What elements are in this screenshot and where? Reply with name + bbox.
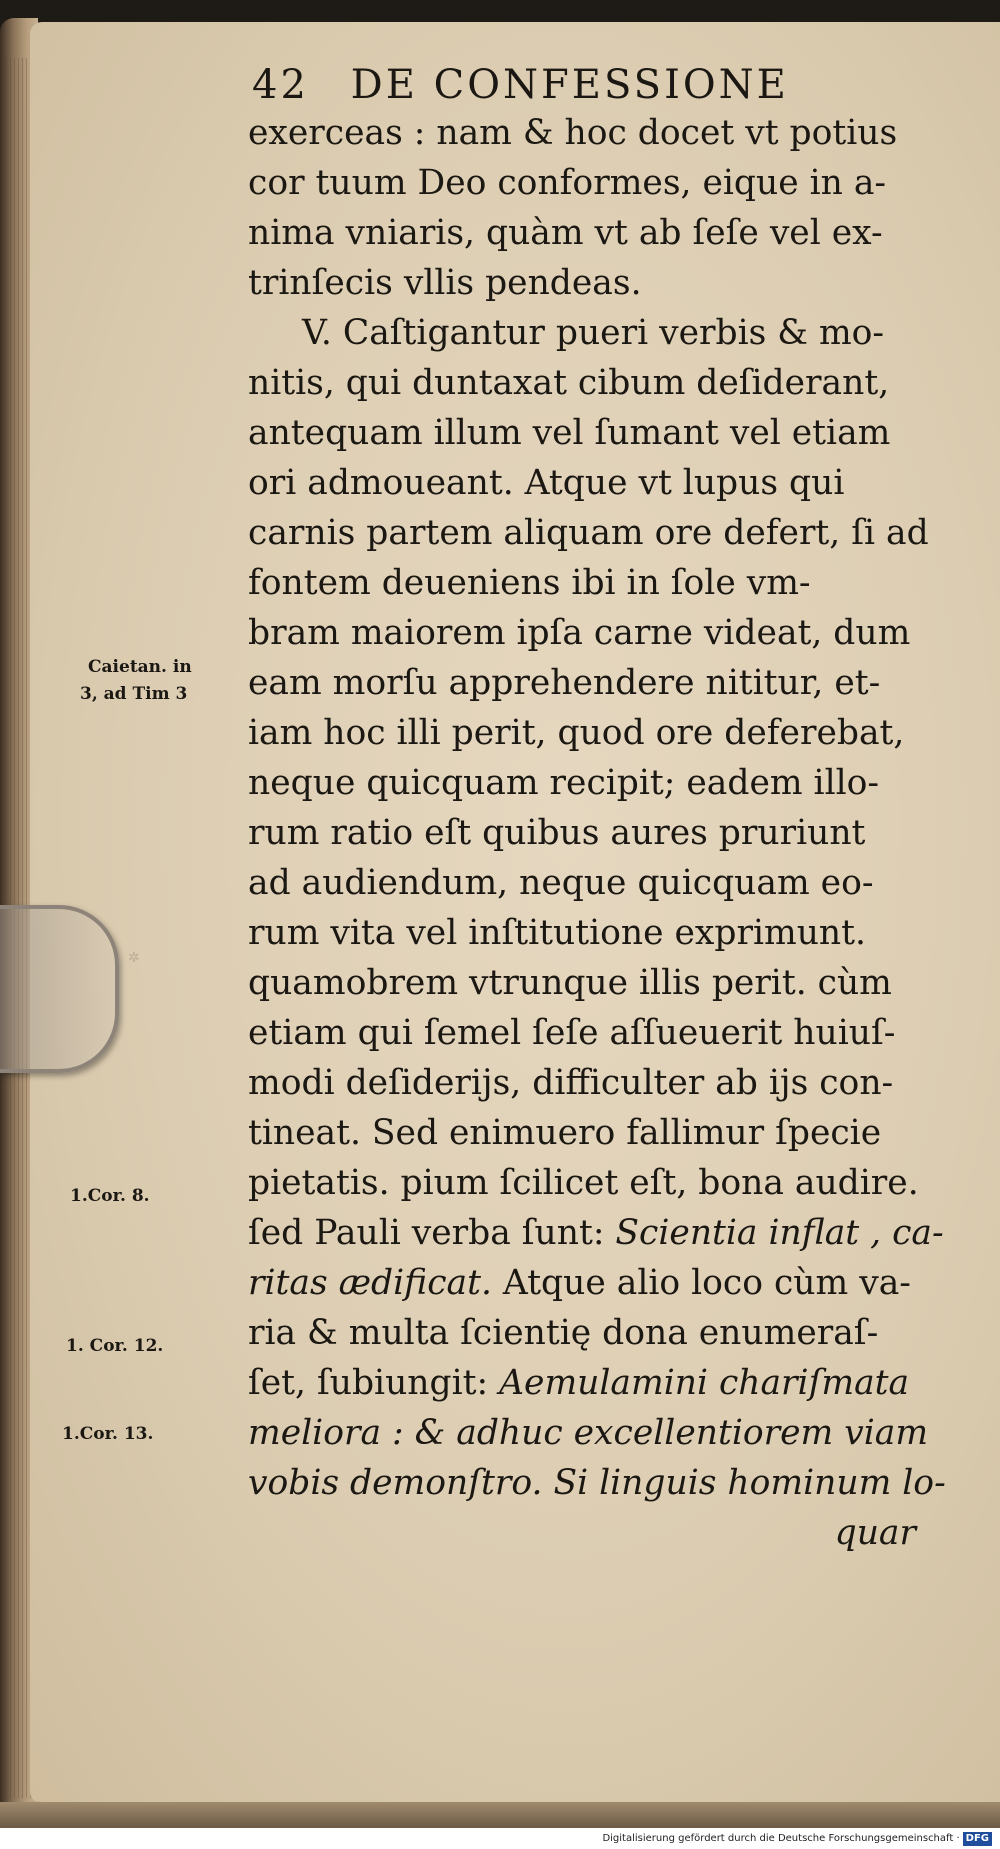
scripture-quote-line: vobis demonſtro. Si linguis hominum lo-: [248, 1463, 946, 1503]
marginal-note-caietan: Caietan. in: [88, 657, 192, 677]
text-line: eam morſu apprehendere nititur, et-: [248, 663, 881, 703]
running-header: [252, 62, 789, 108]
page-number: 42: [252, 62, 309, 108]
text-line: trinſecis vllis pendeas.: [248, 263, 642, 303]
text-line: rum ratio eſt quibus aures pruriunt: [248, 813, 866, 853]
book-clip: [0, 905, 119, 1073]
text-line: ad audiendum, neque quicquam eo-: [248, 863, 874, 903]
catchword: quar: [834, 1513, 916, 1553]
text-line: etiam qui ſemel ſeſe aſſueuerit huiuſ-: [248, 1013, 896, 1053]
text-line: antequam illum vel ſumant vel etiam: [248, 413, 891, 453]
scripture-quote: ritas ædificat.: [248, 1263, 492, 1303]
text-line: bram maiorem ipſa carne videat, dum: [248, 613, 911, 653]
text-line: ria & multa ſcientię dona enumeraſ-: [248, 1313, 879, 1353]
text-line: exerceas : nam & hoc docet vt potius: [248, 113, 898, 153]
text-line: cor tuum Deo conformes, eique in a-: [248, 163, 887, 203]
text-line: modi deſiderijs, difficulter ab ijs con-: [248, 1063, 894, 1103]
text-line: quamobrem vtrunque illis perit. cùm: [248, 963, 892, 1003]
text-line: pietatis. pium ſcilicet eſt, bona audire.: [248, 1163, 919, 1203]
marginal-note-caietan-ref: 3, ad Tim 3: [80, 684, 188, 704]
marginal-note-cor-12: 1. Cor. 12.: [66, 1336, 164, 1356]
scripture-quote: Aemulamini chariſmata: [499, 1363, 910, 1403]
page-bottom-edge: [0, 1802, 1000, 1828]
text-plain: ſet, ſubiungit:: [248, 1363, 500, 1403]
scripture-quote: Scientia inflat , ca-: [615, 1213, 944, 1253]
text-line: nitis, qui duntaxat cibum deſiderant,: [248, 363, 890, 403]
text-line: neque quicquam recipit; eadem illo-: [248, 763, 880, 803]
scripture-quote-line: meliora : & adhuc excellentiorem viam: [248, 1413, 929, 1453]
marginal-note-cor-13: 1.Cor. 13.: [62, 1424, 154, 1444]
text-plain: ſed Pauli verba ſunt:: [248, 1213, 616, 1253]
header-title: DE CONFESSIONE: [350, 62, 789, 108]
main-text: [248, 108, 946, 1558]
text-line: ori admoueant. Atque vt lupus qui: [248, 463, 845, 503]
footer-text: Digitalisierung gefördert durch die Deutsche Forschungsgemeinschaft ·: [602, 1833, 960, 1844]
digitization-footer: [0, 1828, 1000, 1849]
text-line: V. Caſtigantur pueri verbis & mo-: [302, 313, 885, 353]
dfg-logo: DFG: [963, 1832, 992, 1846]
faded-stamp-mark: ✲: [128, 950, 140, 966]
text-plain: Atque alio loco cùm va-: [491, 1263, 911, 1303]
text-line: [248, 1358, 938, 1408]
text-line: fontem deueniens ibi in ſole vm-: [248, 563, 811, 603]
text-line: tineat. Sed enimuero fallimur ſpecie: [248, 1113, 882, 1153]
text-line: [248, 1258, 938, 1308]
marginal-note-cor-8: 1.Cor. 8.: [70, 1186, 150, 1206]
text-line: carnis partem aliquam ore defert, ſi ad: [248, 513, 929, 553]
text-line: rum vita vel inſtitutione exprimunt.: [248, 913, 866, 953]
text-line: [248, 1208, 944, 1258]
text-line: iam hoc illi perit, quod ore deferebat,: [248, 713, 905, 753]
text-line: nima vniaris, quàm vt ab ſeſe vel ex-: [248, 213, 883, 253]
